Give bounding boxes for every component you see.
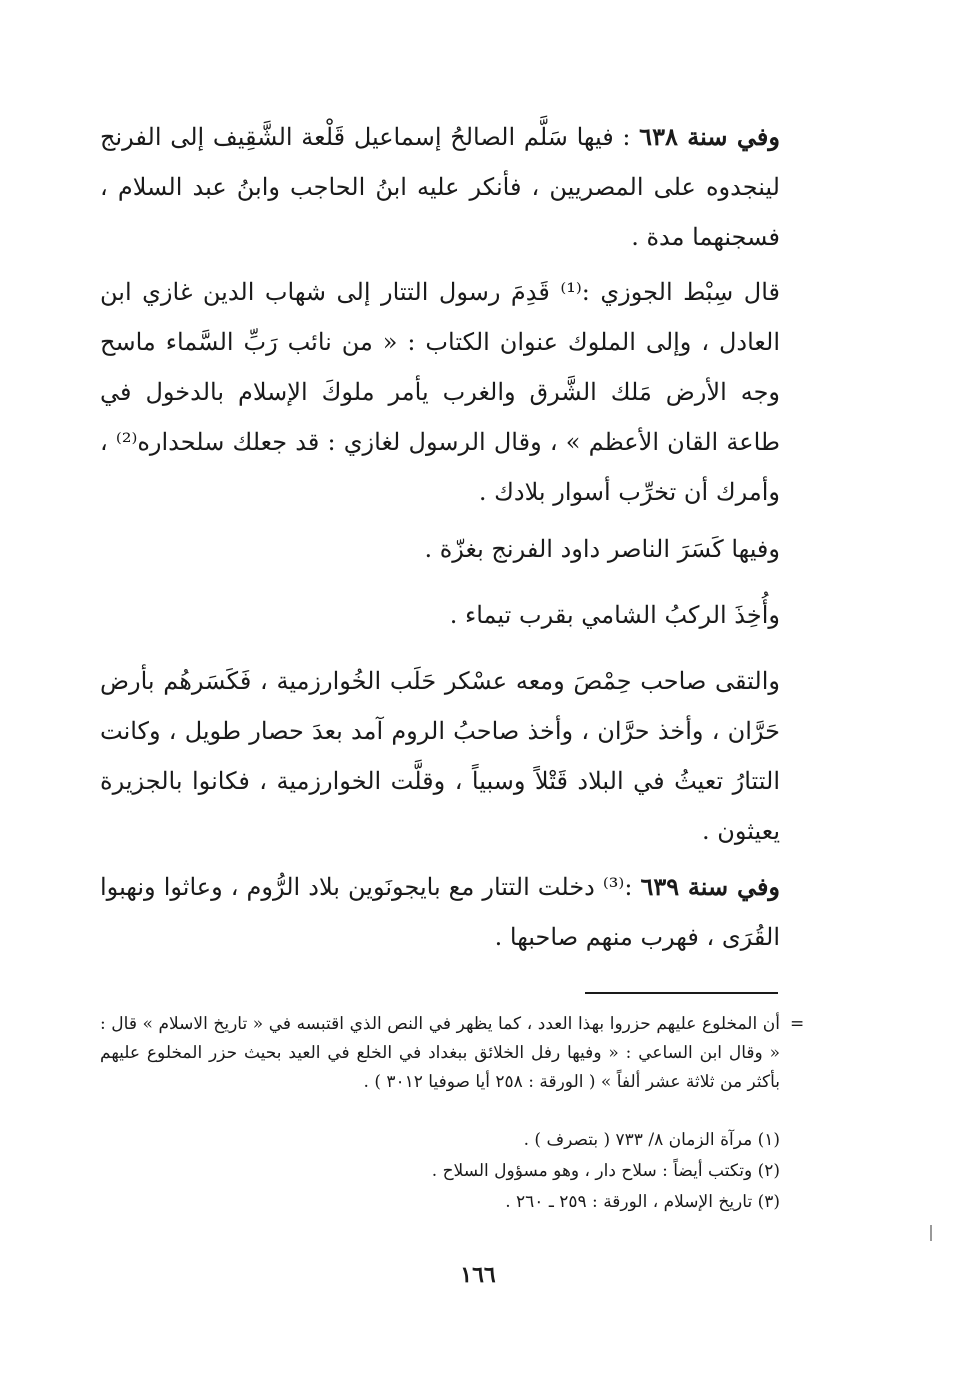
paragraph-shami-caravan: وأُخِذَ الركبُ الشامي بقرب تيماء . [449,601,780,629]
paragraph-nasir-dawud: وفيها كَسَرَ الناصر داود الفرنج بغزّة . [424,535,780,563]
year-heading-638: وفي سنة ٦٣٨ [639,122,780,151]
paragraph-sibt-al-jawzi: قال سِبْط الجوزي :⁽¹⁾ قَدِمَ رسول التتار إلى شهاب الدين غازي ابن العادل ، وإلى الملوك عنوان الكتاب : « من نائب رَبِّ السَّماء ماسح وجه الأرض مَلك الشَّرق والغرب يأمر ملوكَ الإسلام بالدخول في طاعة القان الأعظم » ، وقال الرسول لغازي : قد جعلك سلحداره⁽²⁾ ، وأمرك أن تخرِّب أسوار بلادك . [100,278,781,506]
footnote-continuation: أن المخلوع عليهم حزروا بهذا العدد ، كما يظهر في النص الذي اقتبسه في « تاريخ الاسلام » قال : « وقال ابن الساعي : « وفيها رفل الخلائق ببغداد في الخلع في العيد بحيث حزر المخلوع عليهم بأكثر من ثلاثة عشر ألفاً » ( الورقة : ٢٥٨ أيا صوفيا ٣٠١٢ ) . [100,1014,780,1092]
scan-edge-mark [930,1225,932,1241]
footnote-3: (٣) تاريخ الإسلام ، الورقة : ٢٥٩ ـ ٢٦٠ . [505,1192,780,1212]
footnote-continuation-mark: = [790,1014,805,1034]
footnote-separator [585,992,778,994]
paragraph-year-638 [100,112,816,262]
paragraph-year-639 [100,862,816,962]
page-number: ١٦٦ [460,1262,496,1288]
paragraph-text: :⁽³⁾ دخلت التتار مع بايجونَوين بلاد الرُّوم ، وعاثوا ونهبوا القُرَى ، فهرب منهم صاحبها . [100,873,780,951]
paragraph-text: : فيها سَلَّم الصالحُ إسماعيل قَلْعة الشَّقِيف إلى الفرنج لينجدوه على المصريين ، فأنكر عليه ابنُ الحاجب وابنُ عبد السلام ، فسجنهما مدة . [100,123,780,251]
year-heading-639: وفي سنة ٦٣٩ [640,872,781,901]
paragraph-homs-khwarazmians: والتقى صاحب حِمْصَ ومعه عسْكر حَلَب الخُوارزمية ، فَكَسَرهُم بأرض حَرَّان ، وأخذ حرَّان ، وأخذ صاحبُ الروم آمد بعدَ حصار طويل ، وكانت التتارُ تعيثُ في البلاد قَتْلاً وسبياً ، وقلَّت الخوارزمية ، فكانوا بالجزيرة يعيثون . [100,667,780,845]
footnote-1: (١) مرآة الزمان ٨/ ٧٣٣ ( بتصرف ) . [523,1130,780,1150]
footnote-2: (٢) وتكتب أيضاً : سلاح دار ، وهو مسؤول السلاح . [431,1161,780,1181]
